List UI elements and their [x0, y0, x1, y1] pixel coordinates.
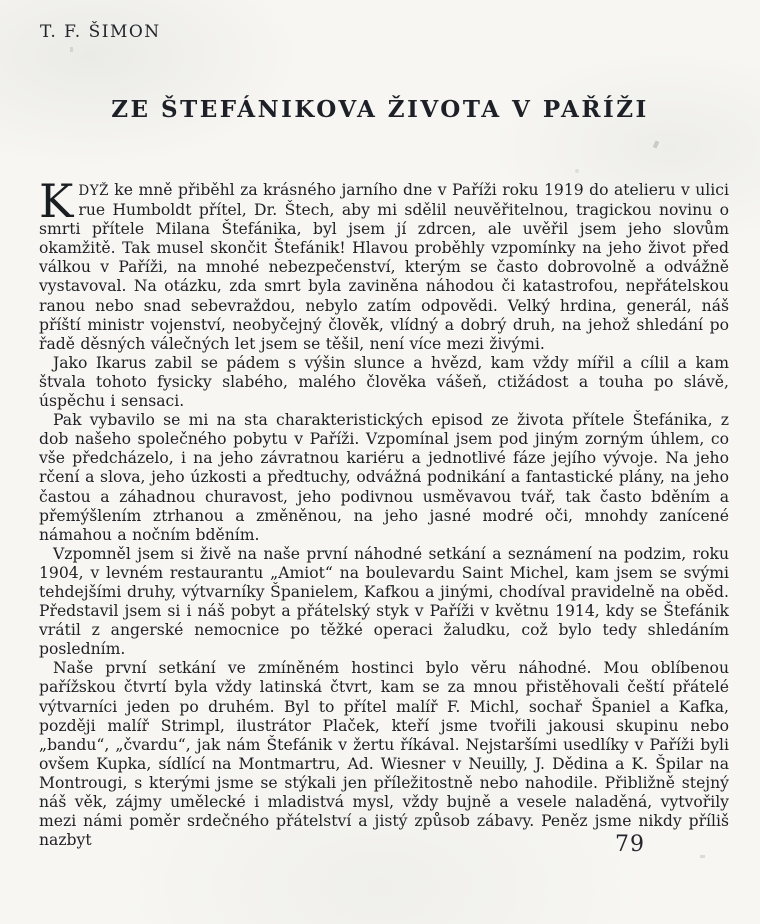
paragraph-1-text: ke mně přiběhl za krásného jarního dne v Paříži roku 1919 do atelieru v ulici rue Humboldt přítel, Dr. Štech, aby mi sdělil neuvěřitelnou, tragickou novinu o smrti přítele Milana Štefánika, byl jsem jí zdrcen, ale uvěřil jsem jeho slovům okamžitě. Tak musel skončit Štefánik! Hlavou proběhly vzpomínky na jeho život před válkou v Paříži, na mnohé nebezpečenství, kterým se často dobrovolně a odvážně vystavoval. Na otázku, zda smrt byla zaviněna náhodou či katastrofou, nepřátelskou ranou nebo snad sebevraždou, nebylo zatím odpovědi. Velký hrdina, generál, náš příští ministr vojenství, neobyčejný člověk, vlídný a dobrý druh, na jehož shledání po řadě děsných válečných let jsem se těšil, není více mezi živými. — [39, 181, 729, 353]
paragraph-3: Pak vybavilo se mi na sta charakteristických episod ze života přítele Štefánika, z dob našeho společného pobytu v Paříži. Vzpomínal jsem pod jiným zorným úhlem, co vše předcházelo, i na jeho závratnou kariéru a jednotlivé fáze jejího vývoje. Na jeho rčení a slova, jeho úzkosti a předtuchy, odvážná podnikání a fantastické plány, na jeho častou a záhadnou churavost, jeho podivnou usměvavou tvář, tak často bděním a přemýšlením ztrhanou a změněnou, na jeho jasné modré oči, mnohdy zanícené námahou a nočním bděním. — [39, 411, 729, 544]
scan-speck — [575, 169, 579, 173]
paragraph-1 — [39, 174, 729, 354]
dropcap-letter: K — [39, 174, 74, 228]
paragraph-1-leadin: DYŽ — [78, 183, 115, 199]
scan-speck — [700, 855, 705, 858]
article-body — [39, 174, 729, 850]
paragraph-4: Vzpomněl jsem si živě na naše první náhodné setkání a seznámení na podzim, roku 1904, v levném restaurantu „Amiot“ na boulevardu Saint Michel, kam jsem se svými tehdejšími druhy, výtvarníky Španielem, Kafkou a jinými, chodíval pravidelně na oběd. Představil jsem si i náš pobyt a přátelský styk v Paříži v květnu 1914, kdy se Štefánik vrátil z angerské nemocnice po těžké operaci žaludku, což bylo tedy shledáním posledním. — [39, 544, 729, 659]
scan-speck — [653, 140, 660, 148]
page-number: 79 — [615, 832, 645, 857]
paragraph-2: Jako Ikarus zabil se pádem s výšin slunce a hvězd, kam vždy mířil a cílil a kam štvala tohoto fysicky slabého, malého člověka vášeň, ctižádost a touha po slávě, úspěchu i sensaci. — [39, 353, 729, 411]
author-name: T. F. ŠIMON — [40, 22, 161, 42]
paragraph-5: Naše první setkání ve zmíněném hostinci bylo věru náhodné. Mou oblíbenou pařížskou čtvrtí byla vždy latinská čtvrt, kam se za mnou přistěhovali čeští přátelé výtvarníci jeden po druhém. Byl to přítel malíř F. Michl, sochař Španiel a Kafka, později malíř Strimpl, ilustrátor Plaček, kteří jsme tvořili jakousi skupinu nebo „bandu“, „čvardu“, jak nám Štefánik v žertu říkával. Nejstaršími usedlíky v Paříži byli ovšem Kupka, sídlící na Montmartru, Ad. Wiesner v Neuilly, J. Dědina a K. Špilar na Montrougi, s kterými jsme se stýkali jen příležitostně nebo nahodile. Přibližně stejný náš věk, zájmy umělecké i mladistvá mysl, vždy bujně a vesele naladěná, vytvořily mezi námi poměr srdečného přátelství a jistý způsob zábavy. Peněz jsme nikdy příliš nazbyt — [39, 659, 729, 850]
scan-speck — [70, 47, 73, 52]
page-title: ZE ŠTEFÁNIKOVA ŽIVOTA V PAŘÍŽI — [111, 96, 649, 123]
